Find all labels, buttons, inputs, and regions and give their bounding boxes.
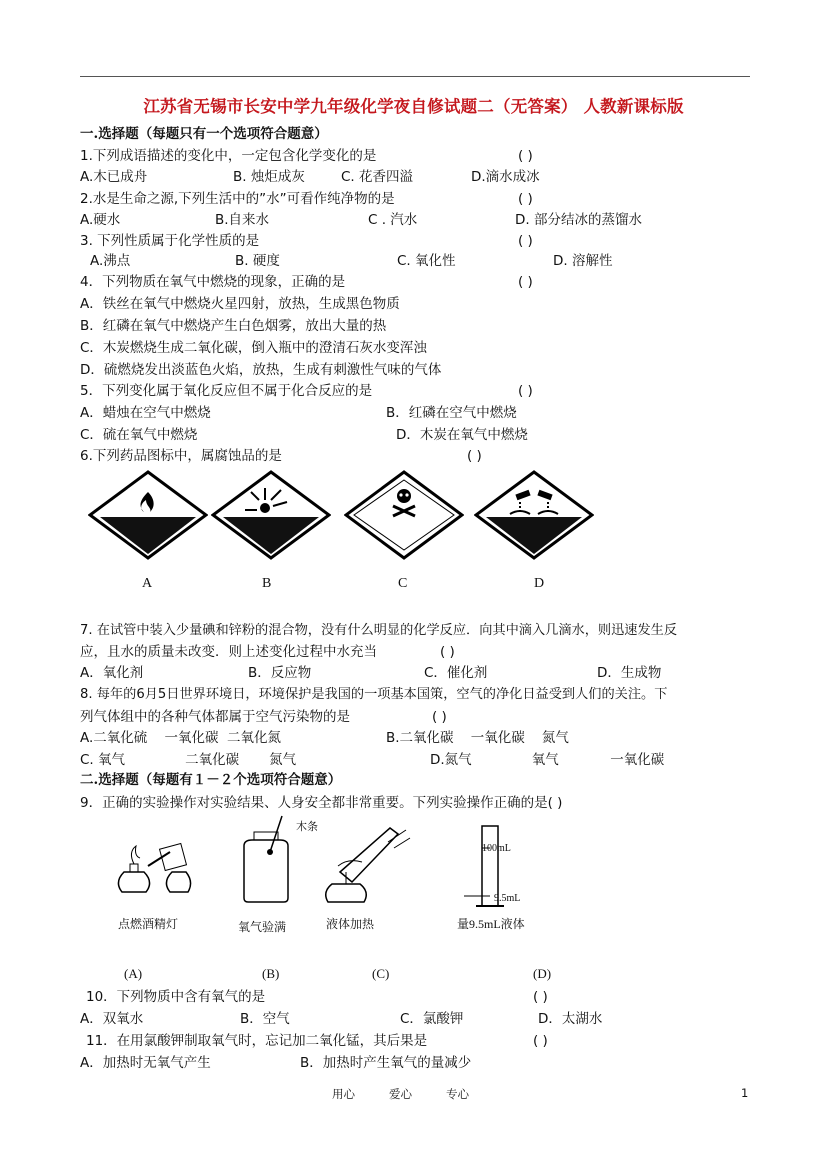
q9-label-a: (A) [124, 966, 143, 981]
q7-answer-blank: ( ) [440, 644, 455, 660]
q2-stem: 2.水是生命之源,下列生活中的”水”可看作纯净物的是 [80, 191, 395, 207]
q2-option-b: B.自来水 [215, 212, 270, 228]
q8-line2: 列气体组中的各种气体都属于空气污染物的是 [80, 709, 350, 725]
page-number: 1 [741, 1086, 749, 1100]
q7-option-a: A．氧化剂 [80, 665, 144, 681]
q2-option-d: D. 部分结冰的蒸馏水 [515, 212, 642, 228]
q8-option-b: B.二氧化碳 一氧化碳 氮气 [386, 730, 569, 746]
q8-answer-blank: ( ) [432, 709, 447, 725]
q9-mark-100ml: 100mL [482, 843, 511, 854]
q4-option-c: C．木炭燃烧生成二氧化碳，倒入瓶中的澄清石灰水变浑浊 [80, 340, 427, 356]
q4-option-a: A．铁丝在氧气中燃烧火星四射，放热，生成黑色物质 [80, 296, 400, 312]
q8-option-c: C. 氧气 二氧化碳 氮气 [80, 752, 297, 768]
q2-option-c: C . 汽水 [368, 212, 418, 228]
section-heading-1: 一.选择题（每题只有一个选项符合题意） [80, 126, 328, 142]
q7-option-b: B．反应物 [248, 665, 312, 681]
q9-stem: 9．正确的实验操作对实验结果、人身安全都非常重要。下列实验操作正确的是( ) [80, 795, 563, 811]
q3-option-a: A.沸点 [90, 253, 131, 269]
header-rule [80, 76, 750, 77]
section-heading-2: 二.选择题（每题有１－２个选项符合题意） [80, 772, 342, 788]
q9-label-b: (B) [262, 966, 280, 981]
q6-label-b: B [262, 576, 272, 591]
q5-option-b: B．红磷在空气中燃烧 [386, 405, 517, 421]
explosion-icon [211, 470, 331, 560]
q8-option-a: A.二氧化硫 一氧化碳 二氧化氮 [80, 730, 282, 746]
q9-wood-label: 木条 [296, 821, 318, 833]
q9-label-d: (D) [533, 966, 552, 981]
q6-label-c: C [398, 576, 408, 591]
liquid-heating-figure [318, 822, 418, 912]
q8-line1: 8. 每年的6月5日世界环境日，环境保护是我国的一项基本国策，空气的净化日益受到人们的关注。下 [80, 687, 668, 702]
q6-label-a: A [142, 576, 153, 591]
footer-mid: 爱心 [389, 1087, 412, 1101]
q9-caption-c: 液体加热 [326, 917, 375, 931]
q1-option-b: B. 烛炬成灰 [233, 169, 305, 185]
q10-option-d: D．太湖水 [538, 1011, 603, 1027]
corrosive-icon [474, 470, 594, 560]
q5-answer-blank: ( ) [518, 383, 533, 399]
q4-stem: 4．下列物质在氧气中燃烧的现象，正确的是 [80, 274, 346, 290]
q5-stem: 5．下列变化属于氧化反应但不属于化合反应的是 [80, 383, 373, 399]
q8-option-d: D.氮气 氧气 一氧化碳 [430, 752, 665, 768]
q9-caption-a: 点燃酒精灯 [118, 917, 179, 931]
q3-option-d: D. 溶解性 [553, 253, 613, 269]
q9-caption-d: 量9.5mL液体 [457, 917, 525, 931]
q1-option-d: D.滴水成冰 [471, 169, 540, 185]
q3-answer-blank: ( ) [518, 233, 533, 249]
q10-option-b: B．空气 [240, 1011, 290, 1027]
q3-stem: 3. 下列性质属于化学性质的是 [80, 233, 260, 249]
q10-stem: 10．下列物质中含有氧气的是 [86, 989, 266, 1005]
q1-answer-blank: ( ) [518, 148, 533, 164]
q6-stem: 6.下列药品图标中，属腐蚀品的是 [80, 448, 282, 464]
q1-option-a: A.木已成舟 [80, 169, 148, 185]
q1-option-c: C. 花香四溢 [341, 169, 414, 185]
q4-answer-blank: ( ) [518, 274, 533, 290]
q1-stem: 1.下列成语描述的变化中，一定包含化学变化的是 [80, 148, 377, 164]
q7-line1: 7. 在试管中装入少量碘和锌粉的混合物，没有什么明显的化学反应．向其中滴入几滴水，则迅速发生反 [80, 623, 678, 638]
q4-option-b: B．红磷在氧气中燃烧产生白色烟雾，放出大量的热 [80, 318, 387, 334]
q11-stem: 11．在用氯酸钾制取氧气时，忘记加二氧化锰，其后果是 [86, 1033, 428, 1049]
q2-option-a: A.硬水 [80, 212, 121, 228]
q3-option-b: B. 硬度 [235, 253, 280, 269]
q9-label-c: (C) [372, 966, 390, 981]
skull-crossbones-icon [344, 470, 464, 560]
q10-answer-blank: ( ) [533, 989, 548, 1005]
q11-option-b: B．加热时产生氧气的量减少 [300, 1055, 472, 1071]
q4-option-d: D．硫燃烧发出淡蓝色火焰，放热，生成有刺激性气味的气体 [80, 362, 442, 378]
q6-answer-blank: ( ) [467, 448, 482, 464]
q5-option-a: A．蜡烛在空气中燃烧 [80, 405, 211, 421]
q7-option-c: C．催化剂 [424, 665, 488, 681]
footer-right: 专心 [446, 1087, 469, 1101]
q2-answer-blank: ( ) [518, 191, 533, 207]
flame-icon [88, 470, 208, 560]
q7-line2: 应，且水的质量未改变．则上述变化过程中水充当 [80, 644, 377, 660]
q5-option-d: D．木炭在氧气中燃烧 [396, 427, 528, 443]
q9-mark-9-5ml: 9.5mL [494, 893, 521, 904]
q10-option-a: A．双氧水 [80, 1011, 144, 1027]
q7-option-d: D．生成物 [597, 665, 662, 681]
q9-caption-b: 氧气验满 [238, 920, 287, 934]
page-title: 江苏省无锡市长安中学九年级化学夜自修试题二（无答案） 人教新课标版 [143, 97, 684, 116]
q3-option-c: C. 氧化性 [397, 253, 456, 269]
q11-answer-blank: ( ) [533, 1033, 548, 1049]
q10-option-c: C．氯酸钾 [400, 1011, 464, 1027]
footer-left: 用心 [332, 1087, 355, 1101]
q11-option-a: A．加热时无氧气产生 [80, 1055, 211, 1071]
q6-label-d: D [534, 576, 545, 591]
alcohol-lamp-figure [110, 822, 195, 902]
q5-option-c: C．硫在氧气中燃烧 [80, 427, 198, 443]
